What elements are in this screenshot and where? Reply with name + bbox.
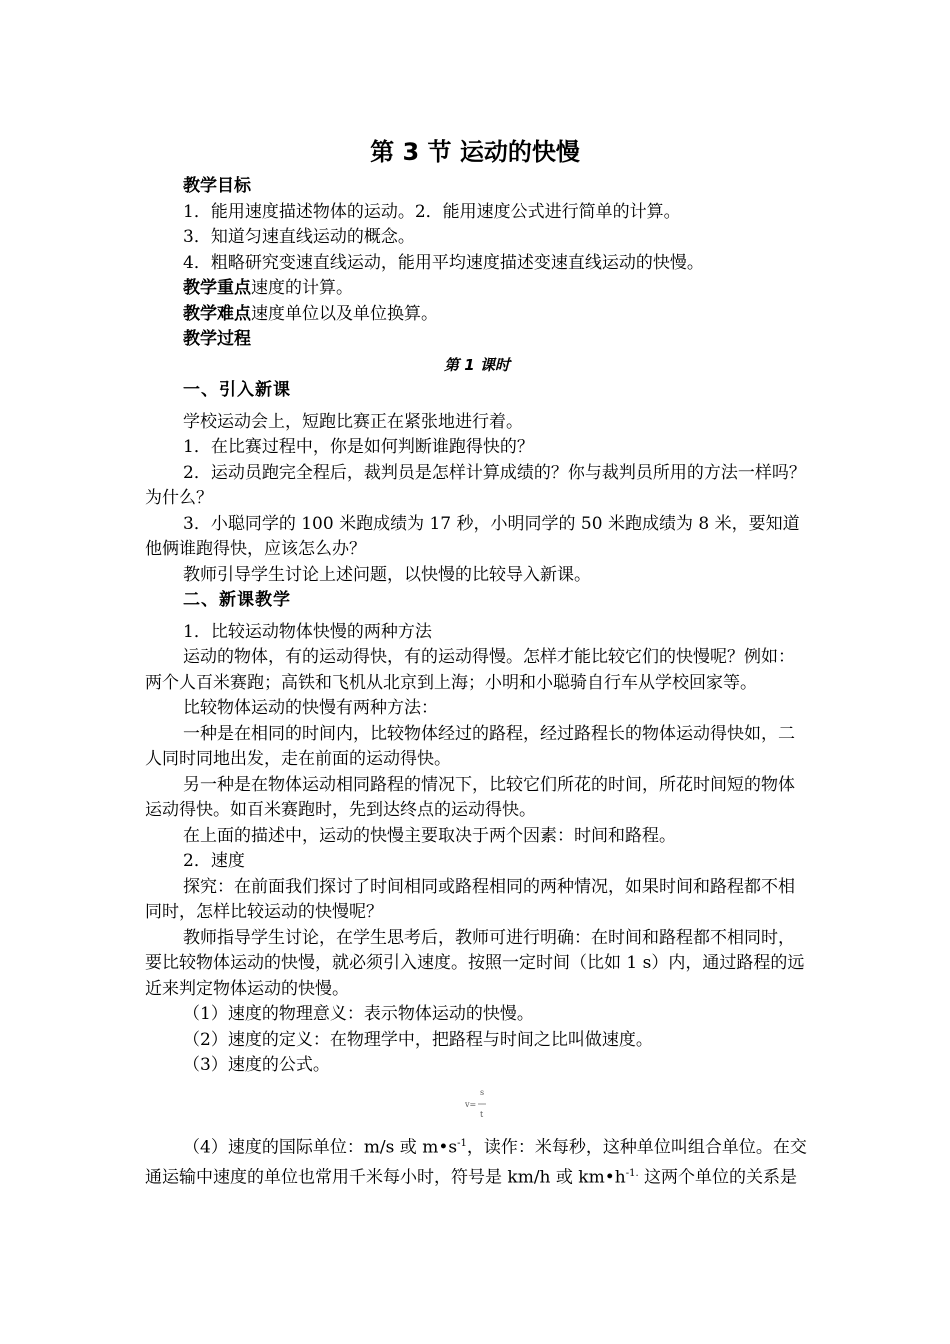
unit-text-c: 这两个单位的关系是	[638, 1167, 798, 1188]
goals-heading: 教学目标	[183, 176, 251, 196]
process-heading: 教学过程	[183, 329, 251, 349]
unit-text-a: （4）速度的国际单位：m/s 或 m•s	[183, 1137, 458, 1158]
lesson-label: 第 1 课时	[444, 355, 510, 374]
paragraph: （3）速度的公式。	[183, 1055, 330, 1075]
speed-formula	[145, 1083, 809, 1127]
paragraph: 在上面的描述中，运动的快慢主要取决于两个因素：时间和路程。	[183, 825, 676, 846]
paragraph: （2）速度的定义：在物理学中，把路程与时间之比叫做速度。	[183, 1029, 653, 1050]
paragraph: 运动的物体，有的运动得快，有的运动得慢。怎样才能比较它们的快慢呢？例如：两个人百米赛跑；高铁和飞机从北京到上海；小明和小聪骑自行车从学校回家等。	[145, 647, 795, 693]
section1-heading: 一、引入新课	[183, 380, 291, 400]
paragraph: 1．比较运动物体快慢的两种方法	[183, 621, 432, 642]
difficulty-point	[145, 302, 809, 328]
paragraph: 一种是在相同的时间内，比较物体经过的路程，经过路程长的物体运动得快如，二人同时同地出发，走在前面的运动得快。	[145, 723, 795, 769]
paragraph: 探究：在前面我们探讨了时间相同或路程相同的两种情况，如果时间和路程都不相同时，怎样比较运动的快慢呢？	[145, 876, 795, 922]
unit-sup-a: -1	[457, 1137, 467, 1149]
key-point	[145, 276, 809, 302]
section2-heading: 二、新课教学	[183, 590, 291, 610]
document-body	[145, 174, 809, 1191]
paragraph: 学校运动会上，短跑比赛正在紧张地进行着。	[183, 411, 523, 432]
paragraph: 比较物体运动的快慢有两种方法：	[183, 698, 438, 718]
goal-item: 3．知道匀速直线运动的概念。	[183, 227, 415, 247]
formula-denominator: t	[480, 1109, 484, 1119]
goal-item: 1．能用速度描述物体的运动。2．能用速度公式进行简单的计算。	[183, 201, 681, 222]
difficulty-label: 教学难点	[183, 303, 251, 324]
paragraph: 教师指导学生讨论，在学生思考后，教师可进行明确：在时间和路程都不相同时，要比较物体运动的快慢，就必须引入速度。按照一定时间（比如 1 s）内，通过路程的远近来判定物体运动的快慢。	[145, 927, 805, 999]
difficulty-text: 速度单位以及单位换算。	[251, 303, 438, 324]
page-title: 第 3 节 运动的快慢	[370, 138, 580, 166]
goal-item: 4．粗略研究变速直线运动，能用平均速度描述变速直线运动的快慢。	[183, 252, 704, 273]
paragraph: 2．运动员跑完全程后，裁判员是怎样计算成绩的？你与裁判员所用的方法一样吗？为什么？	[145, 462, 806, 508]
paragraph: 教师引导学生讨论上述问题，以快慢的比较导入新课。	[183, 564, 591, 585]
paragraph: 另一种是在物体运动相同路程的情况下，比较它们所花的时间，所花时间短的物体运动得快。如百米赛跑时，先到达终点的运动得快。	[145, 774, 795, 820]
paragraph: （1）速度的物理意义：表示物体运动的快慢。	[183, 1004, 534, 1024]
key-text: 速度的计算。	[251, 278, 353, 298]
formula-numerator: s	[480, 1087, 485, 1097]
unit-text-b: ，读作：米每秒，这种单位叫组合单位。在交通运输中速度的单位也常用千米每小时，符号是 km/h 或 km•h	[145, 1137, 807, 1188]
unit-paragraph	[145, 1131, 809, 1191]
key-label: 教学重点	[183, 278, 251, 298]
unit-sup-b: -1.	[625, 1167, 639, 1179]
formula-lhs: v=	[465, 1099, 477, 1109]
paragraph: 1．在比赛过程中，你是如何判断谁跑得快的？	[183, 437, 534, 457]
paragraph: 3．小聪同学的 100 米跑成绩为 17 秒，小明同学的 50 米跑成绩为 8 米，要知道他俩谁跑得快，应该怎么办？	[145, 513, 800, 559]
speed-formula-graphic	[462, 1083, 492, 1127]
paragraph: 2．速度	[183, 851, 245, 871]
